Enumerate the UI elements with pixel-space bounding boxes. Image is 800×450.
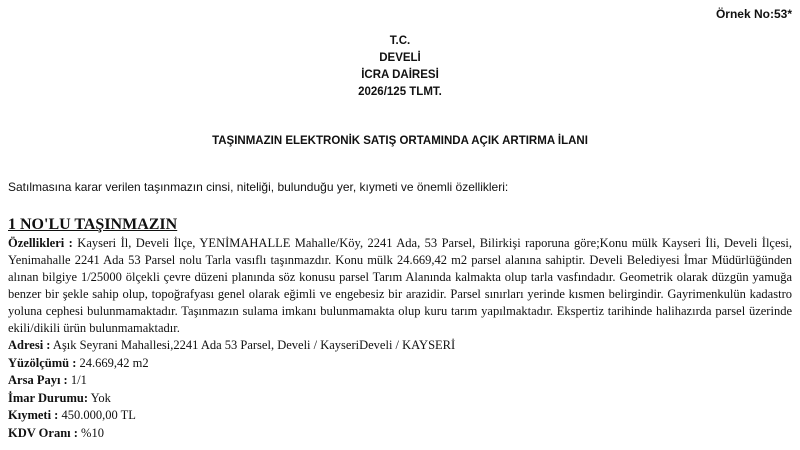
vat-value: %10 bbox=[77, 425, 104, 440]
value-row bbox=[8, 407, 792, 425]
area-value: 24.669,42 m2 bbox=[76, 355, 149, 370]
vat-label: KDV Oranı : bbox=[8, 425, 78, 440]
parcel-section bbox=[8, 215, 792, 442]
zoning-row bbox=[8, 390, 792, 408]
zoning-label: İmar Durumu: bbox=[8, 390, 88, 405]
header-office: İCRA DAİRESİ bbox=[361, 69, 439, 81]
share-label: Arsa Payı : bbox=[8, 373, 68, 387]
header-district: DEVELİ bbox=[379, 52, 421, 64]
intro-text: Satılmasına karar verilen taşınmazın cinsi, niteliği, bulunduğu yer, kıymeti ve önemli özellikleri: bbox=[8, 180, 509, 194]
features-paragraph bbox=[8, 235, 792, 337]
address-row bbox=[8, 337, 792, 355]
vat-row bbox=[8, 425, 792, 443]
area-row bbox=[8, 355, 792, 373]
header-republic: T.C. bbox=[389, 35, 411, 47]
notice-title: TAŞINMAZIN ELEKTRONİK SATIŞ ORTAMINDA AÇIK ARTIRMA İLANI bbox=[212, 135, 588, 147]
address-value: Aşık Seyrani Mahallesi,2241 Ada 53 Parsel, Develi / KayseriDeveli / KAYSERİ bbox=[50, 338, 456, 352]
features-label: Özellikleri : bbox=[8, 236, 73, 250]
value-label: Kıymeti : bbox=[8, 408, 59, 422]
parcel-heading: 1 NO'LU TAŞINMAZIN bbox=[8, 216, 178, 233]
area-label: Yüzölçümü : bbox=[8, 355, 77, 370]
zoning-value: Yok bbox=[87, 390, 111, 405]
share-value: 1/1 bbox=[67, 373, 87, 387]
value-amount: 450.000,00 TL bbox=[58, 408, 136, 422]
address-label: Adresi : bbox=[8, 338, 51, 352]
header-file-number: 2026/125 TLMT. bbox=[358, 86, 442, 98]
example-number: Örnek No:53* bbox=[715, 7, 792, 21]
features-text: Kayseri İl, Develi İlçe, YENİMAHALLE Mahalle/Köy, 2241 Ada, 53 Parsel, Bilirkişi raporuna göre;Konu mülk Kayseri İli, Develi İlçesi, Yenimahalle 2241 Ada 53 Parsel nolu Tarla vasıflı taşınmazdır. Konu mülk 24.669,42 m2 parsel alanına sahiptir. Develi Belediyesi İmar Müdürlüğünden alınan bilgiye 1/25000 ölçekli çevre düzeni planında söz konusu parsel Tarım Alanında kalmakta olup tarla vasfındadır. Geometrik olarak düzgün yamuğa benzer bir şekle sahip olup, topoğrafyası genel olarak eğimli ve engebesiz bir arazidir. Parsel sınırları yerinde kısmen belirgindir. Gayrimenkulün kadastro yoluna cephesi bulunmamaktadır. Taşınmazın sulama imkanı bulunmamakta olup kuru tarım yapılmaktadır. Ekspertiz tarihinde halihazırda parsel üzerinde ekili/dikili ürün bulunmamaktadır. bbox=[8, 236, 792, 335]
document-header bbox=[0, 33, 800, 101]
share-row bbox=[8, 372, 792, 390]
